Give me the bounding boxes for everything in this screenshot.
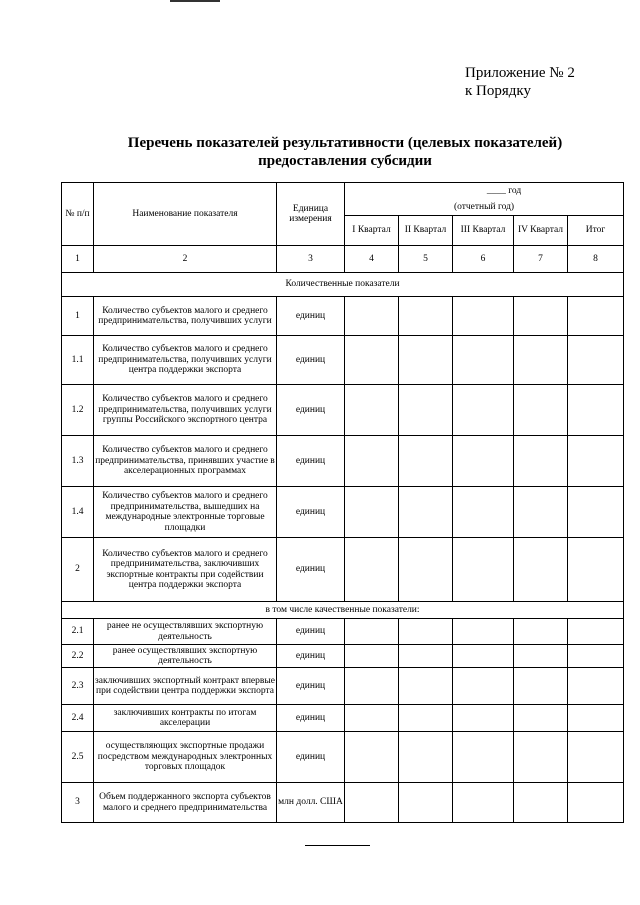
value-cell	[345, 619, 399, 645]
value-cell	[345, 783, 399, 823]
row-unit: единиц	[277, 297, 345, 336]
value-cell	[514, 645, 568, 668]
value-cell	[514, 705, 568, 732]
row-name: Количество субъектов малого и среднего предпринимательства, принявших участие в акселерационных программах	[94, 436, 277, 487]
row-unit: единиц	[277, 436, 345, 487]
column-number-row	[62, 246, 624, 273]
value-cell	[399, 705, 453, 732]
row-unit: единиц	[277, 705, 345, 732]
value-cell	[453, 783, 514, 823]
value-cell	[514, 487, 568, 538]
value-cell	[568, 436, 624, 487]
row-name: ранее не осуществлявших экспортную деятельность	[94, 619, 277, 645]
title-line-1: Перечень показателей результативности (целевых показателей)	[127, 135, 563, 151]
value-cell	[345, 668, 399, 705]
value-cell	[453, 705, 514, 732]
table-row	[62, 487, 624, 538]
row-unit: единиц	[277, 336, 345, 385]
row-name: осуществляющих экспортные продажи посредством международных электронных торговых площадок	[94, 732, 277, 783]
value-cell	[345, 436, 399, 487]
header-num: № п/п	[62, 183, 94, 246]
section-heading: Количественные показатели	[62, 273, 624, 297]
value-cell	[514, 668, 568, 705]
header-q4: IV Квартал	[514, 216, 568, 246]
value-cell	[514, 783, 568, 823]
row-num: 2.1	[62, 619, 94, 645]
value-cell	[399, 297, 453, 336]
table-row	[62, 297, 624, 336]
value-cell	[568, 645, 624, 668]
row-num: 1	[62, 297, 94, 336]
value-cell	[399, 668, 453, 705]
row-num: 1.4	[62, 487, 94, 538]
value-cell	[568, 732, 624, 783]
value-cell	[568, 668, 624, 705]
header-unit: Единица измерения	[277, 183, 345, 246]
appendix-line-2: к Порядку	[465, 83, 531, 99]
table-row	[62, 619, 624, 645]
row-name: Количество субъектов малого и среднего предпринимательства, получивших услуги	[94, 297, 277, 336]
appendix-reference	[465, 64, 575, 100]
value-cell	[514, 436, 568, 487]
row-num: 1.1	[62, 336, 94, 385]
column-number-cell: 7	[514, 246, 568, 273]
value-cell	[453, 538, 514, 602]
row-name: Объем поддержанного экспорта субъектов малого и среднего предпринимательства	[94, 783, 277, 823]
row-unit: единиц	[277, 645, 345, 668]
value-cell	[399, 619, 453, 645]
section-row	[62, 602, 624, 619]
table-row	[62, 385, 624, 436]
row-name: Количество субъектов малого и среднего предпринимательства, получивших услуги центра поддержки экспорта	[94, 336, 277, 385]
value-cell	[453, 668, 514, 705]
column-number-cell: 3	[277, 246, 345, 273]
value-cell	[568, 538, 624, 602]
value-cell	[453, 336, 514, 385]
value-cell	[399, 336, 453, 385]
value-cell	[345, 645, 399, 668]
indicators-table	[61, 182, 624, 823]
row-name: Количество субъектов малого и среднего предпринимательства, вышедших на международные электронные торговые площадки	[94, 487, 277, 538]
row-num: 2.4	[62, 705, 94, 732]
value-cell	[453, 487, 514, 538]
value-cell	[399, 645, 453, 668]
table-row	[62, 436, 624, 487]
column-number-cell: 1	[62, 246, 94, 273]
value-cell	[514, 619, 568, 645]
table-row	[62, 705, 624, 732]
table-row	[62, 668, 624, 705]
value-cell	[453, 436, 514, 487]
value-cell	[568, 487, 624, 538]
value-cell	[399, 385, 453, 436]
value-cell	[453, 645, 514, 668]
row-unit: единиц	[277, 668, 345, 705]
value-cell	[399, 436, 453, 487]
value-cell	[345, 705, 399, 732]
row-name: заключивших контракты по итогам акселерации	[94, 705, 277, 732]
document-title	[60, 134, 630, 170]
table-row	[62, 732, 624, 783]
value-cell	[514, 538, 568, 602]
row-num: 2.5	[62, 732, 94, 783]
header-year: ____ год	[345, 183, 624, 200]
row-unit: единиц	[277, 385, 345, 436]
row-num: 1.2	[62, 385, 94, 436]
row-num: 2	[62, 538, 94, 602]
row-unit: единиц	[277, 732, 345, 783]
section-row	[62, 273, 624, 297]
value-cell	[399, 538, 453, 602]
value-cell	[453, 732, 514, 783]
value-cell	[514, 385, 568, 436]
row-unit: единиц	[277, 538, 345, 602]
value-cell	[345, 538, 399, 602]
value-cell	[399, 487, 453, 538]
value-cell	[399, 783, 453, 823]
header-reporting-year: (отчетный год)	[345, 200, 624, 216]
value-cell	[399, 732, 453, 783]
row-num: 2.2	[62, 645, 94, 668]
column-number-cell: 6	[453, 246, 514, 273]
value-cell	[345, 732, 399, 783]
row-name: ранее осуществлявших экспортную деятельность	[94, 645, 277, 668]
header-q2: II Квартал	[399, 216, 453, 246]
header-q1: I Квартал	[345, 216, 399, 246]
value-cell	[345, 336, 399, 385]
value-cell	[568, 783, 624, 823]
column-number-cell: 4	[345, 246, 399, 273]
bottom-separator	[305, 845, 370, 846]
value-cell	[453, 619, 514, 645]
value-cell	[568, 619, 624, 645]
row-name: заключивших экспортный контракт впервые при содействии центра поддержки экспорта	[94, 668, 277, 705]
value-cell	[568, 705, 624, 732]
title-line-2: предоставления субсидии	[258, 153, 432, 169]
appendix-line-1: Приложение № 2	[465, 65, 575, 81]
value-cell	[514, 732, 568, 783]
section-heading: в том числе качественные показатели:	[62, 602, 624, 619]
table-row	[62, 645, 624, 668]
value-cell	[568, 385, 624, 436]
header-name: Наименование показателя	[94, 183, 277, 246]
row-num: 1.3	[62, 436, 94, 487]
column-number-cell: 5	[399, 246, 453, 273]
column-number-cell: 2	[94, 246, 277, 273]
row-unit: единиц	[277, 487, 345, 538]
top-scan-mark	[170, 0, 220, 2]
value-cell	[568, 336, 624, 385]
value-cell	[453, 297, 514, 336]
table-row	[62, 538, 624, 602]
row-num: 2.3	[62, 668, 94, 705]
row-name: Количество субъектов малого и среднего предпринимательства, заключивших экспортные контракты при содействии центра поддержки экспорта	[94, 538, 277, 602]
row-unit: млн долл. США	[277, 783, 345, 823]
value-cell	[345, 297, 399, 336]
value-cell	[514, 336, 568, 385]
value-cell	[568, 297, 624, 336]
header-row	[62, 183, 624, 200]
table-body	[62, 183, 624, 823]
value-cell	[345, 385, 399, 436]
table-row	[62, 336, 624, 385]
row-name: Количество субъектов малого и среднего предпринимательства, получивших услуги группы Российского экспортного центра	[94, 385, 277, 436]
value-cell	[514, 297, 568, 336]
table-row	[62, 783, 624, 823]
value-cell	[345, 487, 399, 538]
row-num: 3	[62, 783, 94, 823]
header-q3: III Квартал	[453, 216, 514, 246]
row-unit: единиц	[277, 619, 345, 645]
header-total: Итог	[568, 216, 624, 246]
value-cell	[453, 385, 514, 436]
column-number-cell: 8	[568, 246, 624, 273]
